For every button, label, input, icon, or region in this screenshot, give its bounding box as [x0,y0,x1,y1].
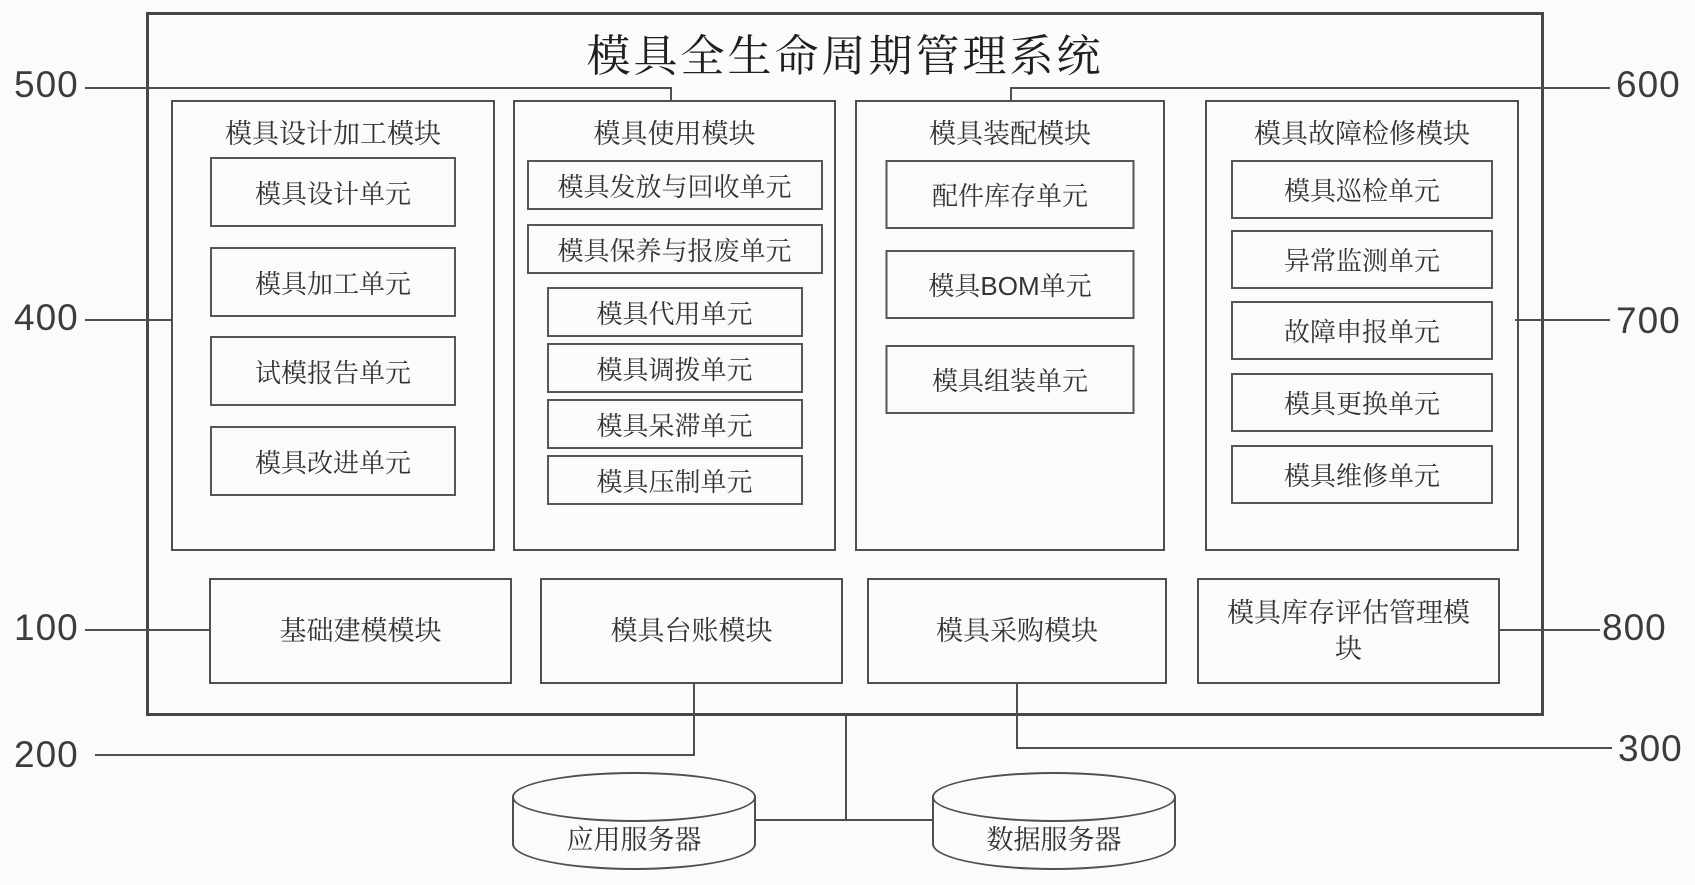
mold-ledger-module: 模具台账模块 [540,578,843,684]
mold-maintenance-scrap-unit: 模具保养与报废单元 [527,224,823,274]
ref-label-800: 800 [1602,607,1667,648]
data-server-cylinder [932,772,1176,870]
trial-mold-report-unit: 试模报告单元 [210,336,456,406]
basic-modeling-module: 基础建模模块 [209,578,512,684]
cylinder-top-ellipse [932,772,1176,822]
application-server-cylinder [512,772,756,870]
mold-assembly-unit: 模具组装单元 [886,345,1135,414]
callout-line-100-h [85,629,211,631]
mold-bom-unit: 模具BOM单元 [886,250,1135,319]
callout-line-700-h [1515,319,1610,321]
callout-line-200-v [693,684,695,756]
mold-purchasing-module: 模具采购模块 [867,578,1167,684]
data-server-label: 数据服务器 [986,825,1122,855]
mold-pressing-unit: 模具压制单元 [547,455,803,505]
module-title-assembly: 模具装配模块 [929,119,1091,149]
ref-label-600: 600 [1616,64,1681,105]
callout-line-300-h [1016,747,1612,749]
callout-line-800-h [1500,629,1600,631]
ref-label-300: 300 [1618,728,1683,769]
callout-line-400-h [85,319,173,321]
module-title-fault-repair: 模具故障检修模块 [1254,119,1470,149]
system-title: 模具全生命周期管理系统 [586,32,1104,81]
ref-label-200: 200 [14,734,79,775]
parts-inventory-unit: 配件库存单元 [886,160,1135,229]
ref-label-400: 400 [14,297,79,338]
fault-report-unit: 故障申报单元 [1231,301,1493,360]
module-box-design-processing [171,100,495,551]
cylinder-top-ellipse [512,772,756,822]
callout-line-500-h [85,87,672,89]
module-title-usage: 模具使用模块 [593,119,756,149]
callout-line-200-h [95,754,695,756]
mold-idle-unit: 模具呆滞单元 [547,399,803,449]
ref-label-700: 700 [1616,300,1681,341]
system-to-servers-line [845,713,847,821]
ref-label-500: 500 [14,64,79,105]
module-title-design-processing: 模具设计加工模块 [225,119,441,149]
mold-repair-unit: 模具维修单元 [1231,445,1493,504]
module-box-fault-repair [1205,100,1519,551]
mold-transfer-unit: 模具调拨单元 [547,343,803,393]
mold-inventory-evaluation-module: 模具库存评估管理模块 [1197,578,1500,684]
mold-substitution-unit: 模具代用单元 [547,287,803,337]
application-server-label: 应用服务器 [566,825,702,855]
module-box-assembly [855,100,1165,551]
mold-design-unit: 模具设计单元 [210,157,456,227]
mold-machining-unit: 模具加工单元 [210,247,456,317]
callout-line-300-v [1016,684,1018,749]
anomaly-monitoring-unit: 异常监测单元 [1231,230,1493,289]
mold-replacement-unit: 模具更换单元 [1231,373,1493,432]
mold-improvement-unit: 模具改进单元 [210,426,456,496]
server-connector-line [756,819,934,821]
mold-issue-recycle-unit: 模具发放与回收单元 [527,160,823,210]
module-box-usage [513,100,836,551]
mold-inspection-unit: 模具巡检单元 [1231,160,1493,219]
ref-label-100: 100 [14,607,79,648]
callout-line-600-h [1010,87,1610,89]
